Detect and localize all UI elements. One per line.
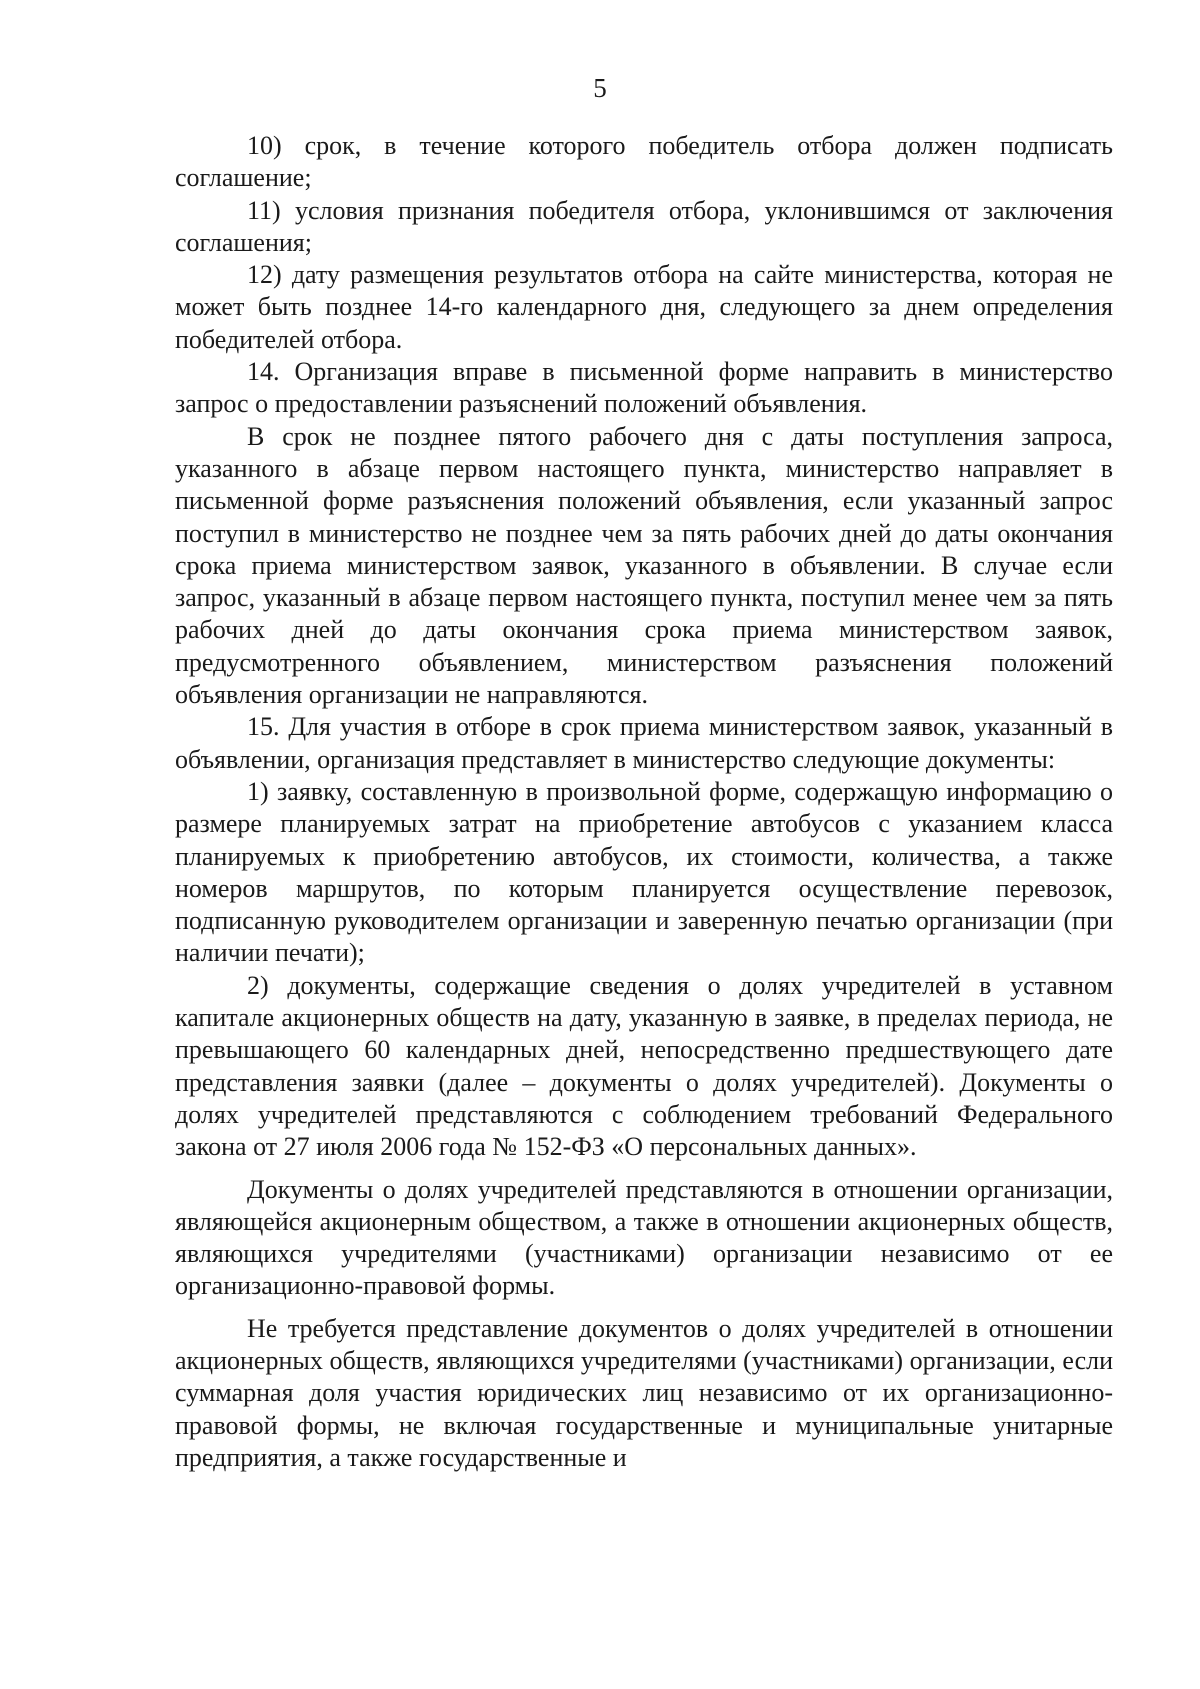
document-body	[175, 130, 1113, 1474]
paragraph-item-12: 12) дату размещения результатов отбора на сайте министерства, которая не может быть позднее 14-го календарного дня, следующего за днем определения победителей отбора.	[175, 260, 1113, 354]
paragraph-not-required: Не требуется представление документов о долях учредителей в отношении акционерных обществ, являющихся учредителями (участниками) организации, если суммарная доля участия юридических лиц независимо от их организационно-правовой формы, не включая государственные и муниципальные унитарные предприятия, а также государственные и	[175, 1313, 1113, 1472]
paragraph-item-10: 10) срок, в течение которого победитель отбора должен подписать соглашение;	[175, 131, 1113, 193]
paragraph-clause-15: 15. Для участия в отборе в срок приема министерством заявок, указанный в объявлении, организация представляет в министерство следующие документы:	[175, 712, 1113, 774]
paragraph-founders-shares: Документы о долях учредителей представляются в отношении организации, являющейся акционерным обществом, а также в отношении акционерных обществ, являющихся учредителями (участниками) организации независимо от ее организационно-правовой формы.	[175, 1174, 1113, 1301]
paragraph-item-11: 11) условия признания победителя отбора, уклонившимся от заключения соглашения;	[175, 195, 1113, 257]
page-number: 5	[593, 73, 607, 103]
paragraph-clause-14: 14. Организация вправе в письменной форме направить в министерство запрос о предоставлении разъяснений положений объявления.	[175, 357, 1113, 419]
paragraph-document-2: 2) документы, содержащие сведения о долях учредителей в уставном капитале акционерных обществ на дату, указанную в заявке, в пределах периода, не превышающего 60 календарных дней, непосредственно предшествующего дате представления заявки (далее – документы о долях учредителей). Документы о долях учредителей представляются с соблюдением требований Федерального закона от 27 июля 2006 года № 152-ФЗ «О персональных данных».	[175, 970, 1113, 1162]
paragraph-clause-14-deadline: В срок не позднее пятого рабочего дня с даты поступления запроса, указанного в абзаце первом настоящего пункта, министерство направляет в письменной форме разъяснения положений объявления, если указанный запрос поступил в министерство не позднее чем за пять рабочих дней до даты окончания срока приема министерством заявок, указанного в объявлении. В случае если запрос, указанный в абзаце первом настоящего пункта, поступил менее чем за пять рабочих дней до даты окончания срока приема министерством заявок, предусмотренного объявлением, министерством разъяснения положений объявления организации не направляются.	[175, 421, 1113, 710]
paragraph-document-1: 1) заявку, составленную в произвольной форме, содержащую информацию о размере планируемых затрат на приобретение автобусов с указанием класса планируемых к приобретению автобусов, их стоимости, количества, а также номеров маршрутов, по которым планируется осуществление перевозок, подписанную руководителем организации и заверенную печатью организации (при наличии печати);	[175, 776, 1113, 968]
